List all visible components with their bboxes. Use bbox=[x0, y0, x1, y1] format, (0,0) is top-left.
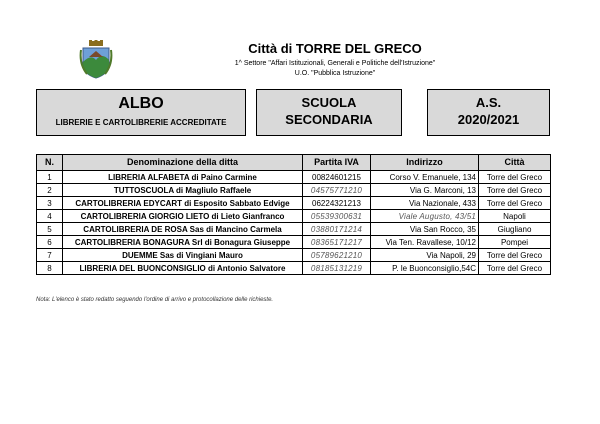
company-name: LIBRERIA DEL BUONCONSIGLIO di Antonio Salvatore bbox=[63, 262, 303, 275]
col-header-number: N. bbox=[37, 155, 63, 171]
vat-number: 00824601215 bbox=[303, 171, 371, 184]
school-level-line1: SCUOLA bbox=[301, 95, 357, 110]
company-name: TUTTOSCUOLA di Magliulo Raffaele bbox=[63, 184, 303, 197]
city: Napoli bbox=[479, 210, 551, 223]
row-number: 3 bbox=[37, 197, 63, 210]
table-row bbox=[37, 210, 551, 223]
address: Via G. Marconi, 13 bbox=[371, 184, 479, 197]
school-level-line2: SECONDARIA bbox=[285, 112, 373, 127]
col-header-vat: Partita IVA bbox=[303, 155, 371, 171]
address: Via Nazionale, 433 bbox=[371, 197, 479, 210]
vat-number: 03880171214 bbox=[303, 223, 371, 236]
school-level-box bbox=[256, 89, 402, 136]
vat-number: 08185131219 bbox=[303, 262, 371, 275]
city: Torre del Greco bbox=[479, 197, 551, 210]
company-name: CARTOLIBRERIA GIORGIO LIETO di Lieto Gianfranco bbox=[63, 210, 303, 223]
row-number: 5 bbox=[37, 223, 63, 236]
address: P. le Buonconsiglio,54C bbox=[371, 262, 479, 275]
row-number: 6 bbox=[37, 236, 63, 249]
address: Via Ten. Ravallese, 10/12 bbox=[371, 236, 479, 249]
row-number: 4 bbox=[37, 210, 63, 223]
table-row bbox=[37, 262, 551, 275]
office-subtitle: U.O. "Pubblica Istruzione" bbox=[294, 70, 376, 77]
vat-number: 04575771210 bbox=[303, 184, 371, 197]
city: Torre del Greco bbox=[479, 249, 551, 262]
page-title: Città di TORRE DEL GRECO bbox=[248, 41, 422, 56]
table-row bbox=[37, 184, 551, 197]
row-number: 7 bbox=[37, 249, 63, 262]
table-row bbox=[37, 236, 551, 249]
address: Via Napoli, 29 bbox=[371, 249, 479, 262]
col-header-address: Indirizzo bbox=[371, 155, 479, 171]
albo-box bbox=[36, 89, 246, 136]
city: Torre del Greco bbox=[479, 184, 551, 197]
albo-subtitle: LIBRERIE E CARTOLIBRERIE ACCREDITATE bbox=[55, 118, 227, 127]
city-crest-icon bbox=[79, 40, 113, 80]
table-row bbox=[37, 249, 551, 262]
company-name: CARTOLIBRERIA DE ROSA Sas di Mancino Carmela bbox=[63, 223, 303, 236]
table-header-row bbox=[37, 155, 551, 171]
vat-number: 08365171217 bbox=[303, 236, 371, 249]
vat-number: 06224321213 bbox=[303, 197, 371, 210]
address: Corso V. Emanuele, 134 bbox=[371, 171, 479, 184]
city: Giugliano bbox=[479, 223, 551, 236]
col-header-name: Denominazione della ditta bbox=[63, 155, 303, 171]
address: Viale Augusto, 43/51 bbox=[371, 210, 479, 223]
company-name: DUEMME Sas di Vingiani Mauro bbox=[63, 249, 303, 262]
address: Via San Rocco, 35 bbox=[371, 223, 479, 236]
company-name: CARTOLIBRERIA EDYCART di Esposito Sabbato Edvige bbox=[63, 197, 303, 210]
table-row bbox=[37, 223, 551, 236]
department-subtitle: 1^ Settore "Affari Istituzionali, Generali e Politiche dell'Istruzione" bbox=[234, 60, 436, 67]
col-header-city: Città bbox=[479, 155, 551, 171]
company-name: CARTOLIBRERIA BONAGURA Srl di Bonagura Giuseppe bbox=[63, 236, 303, 249]
row-number: 2 bbox=[37, 184, 63, 197]
table-row bbox=[37, 171, 551, 184]
vat-number: 05789621210 bbox=[303, 249, 371, 262]
city: Pompei bbox=[479, 236, 551, 249]
company-name: LIBRERIA ALFABETA di Paino Carmine bbox=[63, 171, 303, 184]
city: Torre del Greco bbox=[479, 171, 551, 184]
school-year-box bbox=[427, 89, 550, 136]
row-number: 1 bbox=[37, 171, 63, 184]
vat-number: 05539300631 bbox=[303, 210, 371, 223]
row-number: 8 bbox=[37, 262, 63, 275]
footnote: Nota: L'elenco è stato redatto seguendo l'ordine di arrivo e protocollazione delle richieste. bbox=[36, 297, 274, 303]
city: Torre del Greco bbox=[479, 262, 551, 275]
accredited-shops-table bbox=[36, 154, 551, 275]
school-year-label: A.S. bbox=[475, 95, 502, 110]
albo-title: ALBO bbox=[118, 95, 164, 112]
school-year-value: 2020/2021 bbox=[457, 112, 520, 127]
table-row bbox=[37, 197, 551, 210]
